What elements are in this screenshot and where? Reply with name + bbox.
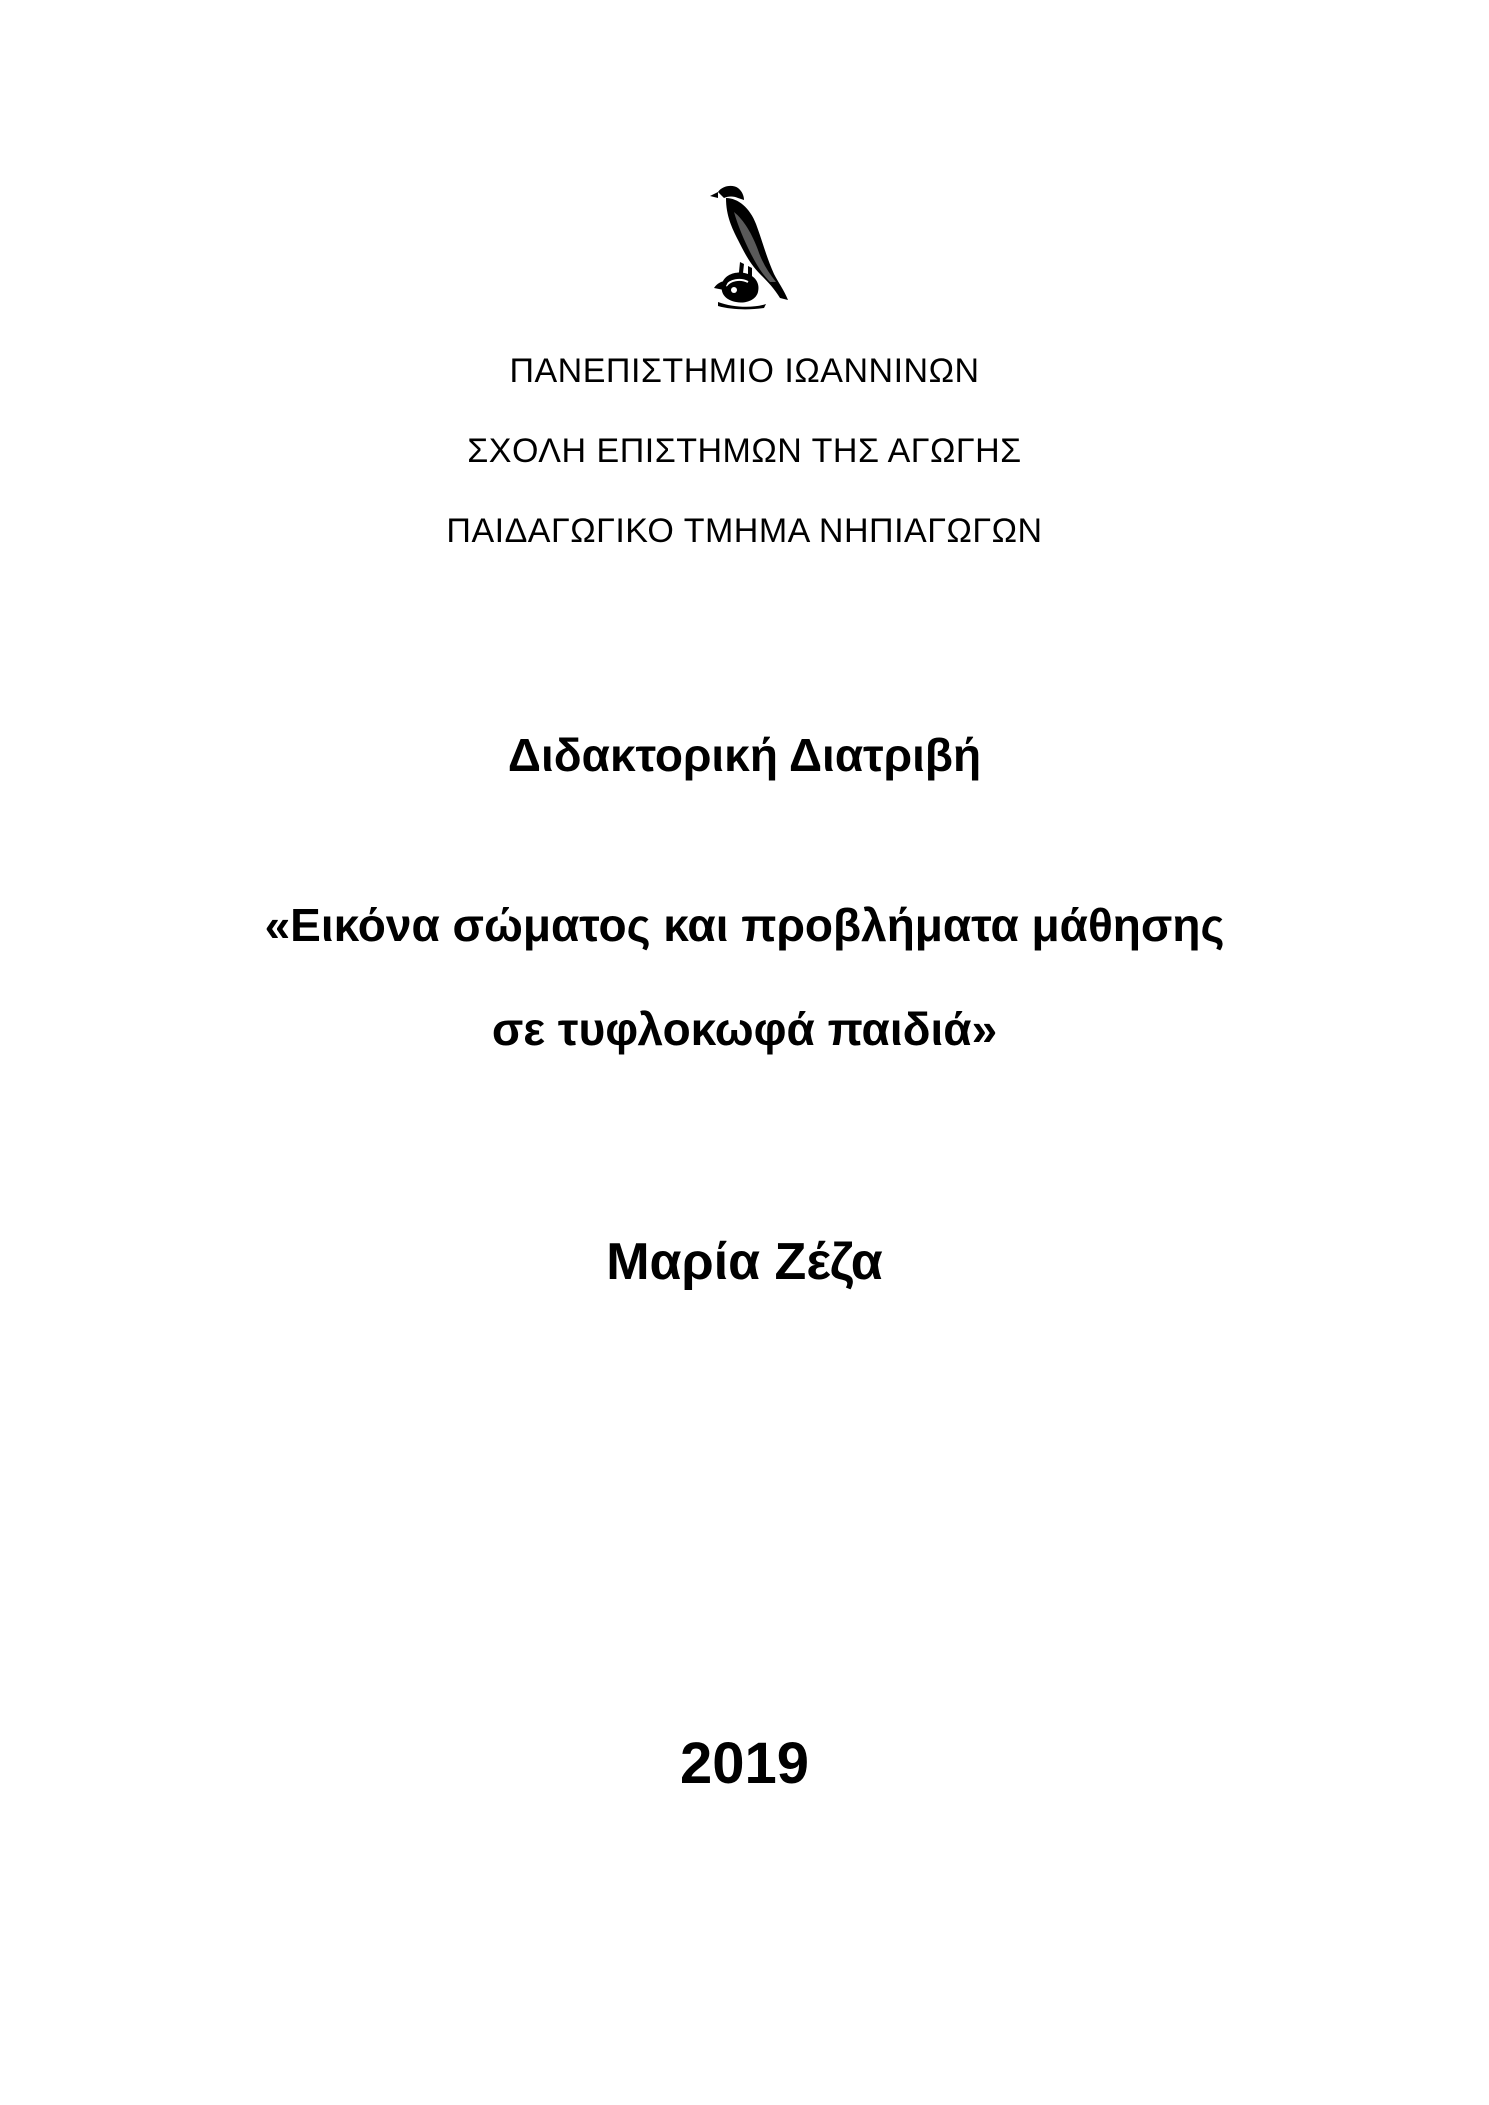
school-name: ΣΧΟΛΗ ΕΠΙΣΤΗΜΩΝ ΤΗΣ ΑΓΩΓΗΣ xyxy=(467,432,1022,470)
author-name: Μαρία Ζέζα xyxy=(606,1233,883,1291)
document-type: Διδακτορική Διατριβή xyxy=(507,729,982,781)
university-name: ΠΑΝΕΠΙΣΤΗΜΙΟ ΙΩΑΝΝΙΝΩΝ xyxy=(509,352,980,390)
publication-year: 2019 xyxy=(679,1731,810,1796)
thesis-title-line-2: σε τυφλοκωφά παιδιά» xyxy=(491,1003,998,1055)
thesis-title-line-1: «Εικόνα σώματος και προβλήματα μάθησης xyxy=(264,899,1225,951)
department-name: ΠΑΙΔΑΓΩΓΙΚΟ ΤΜΗΜΑ ΝΗΠΙΑΓΩΓΩΝ xyxy=(446,512,1043,550)
eagle-emblem-icon xyxy=(704,182,794,310)
